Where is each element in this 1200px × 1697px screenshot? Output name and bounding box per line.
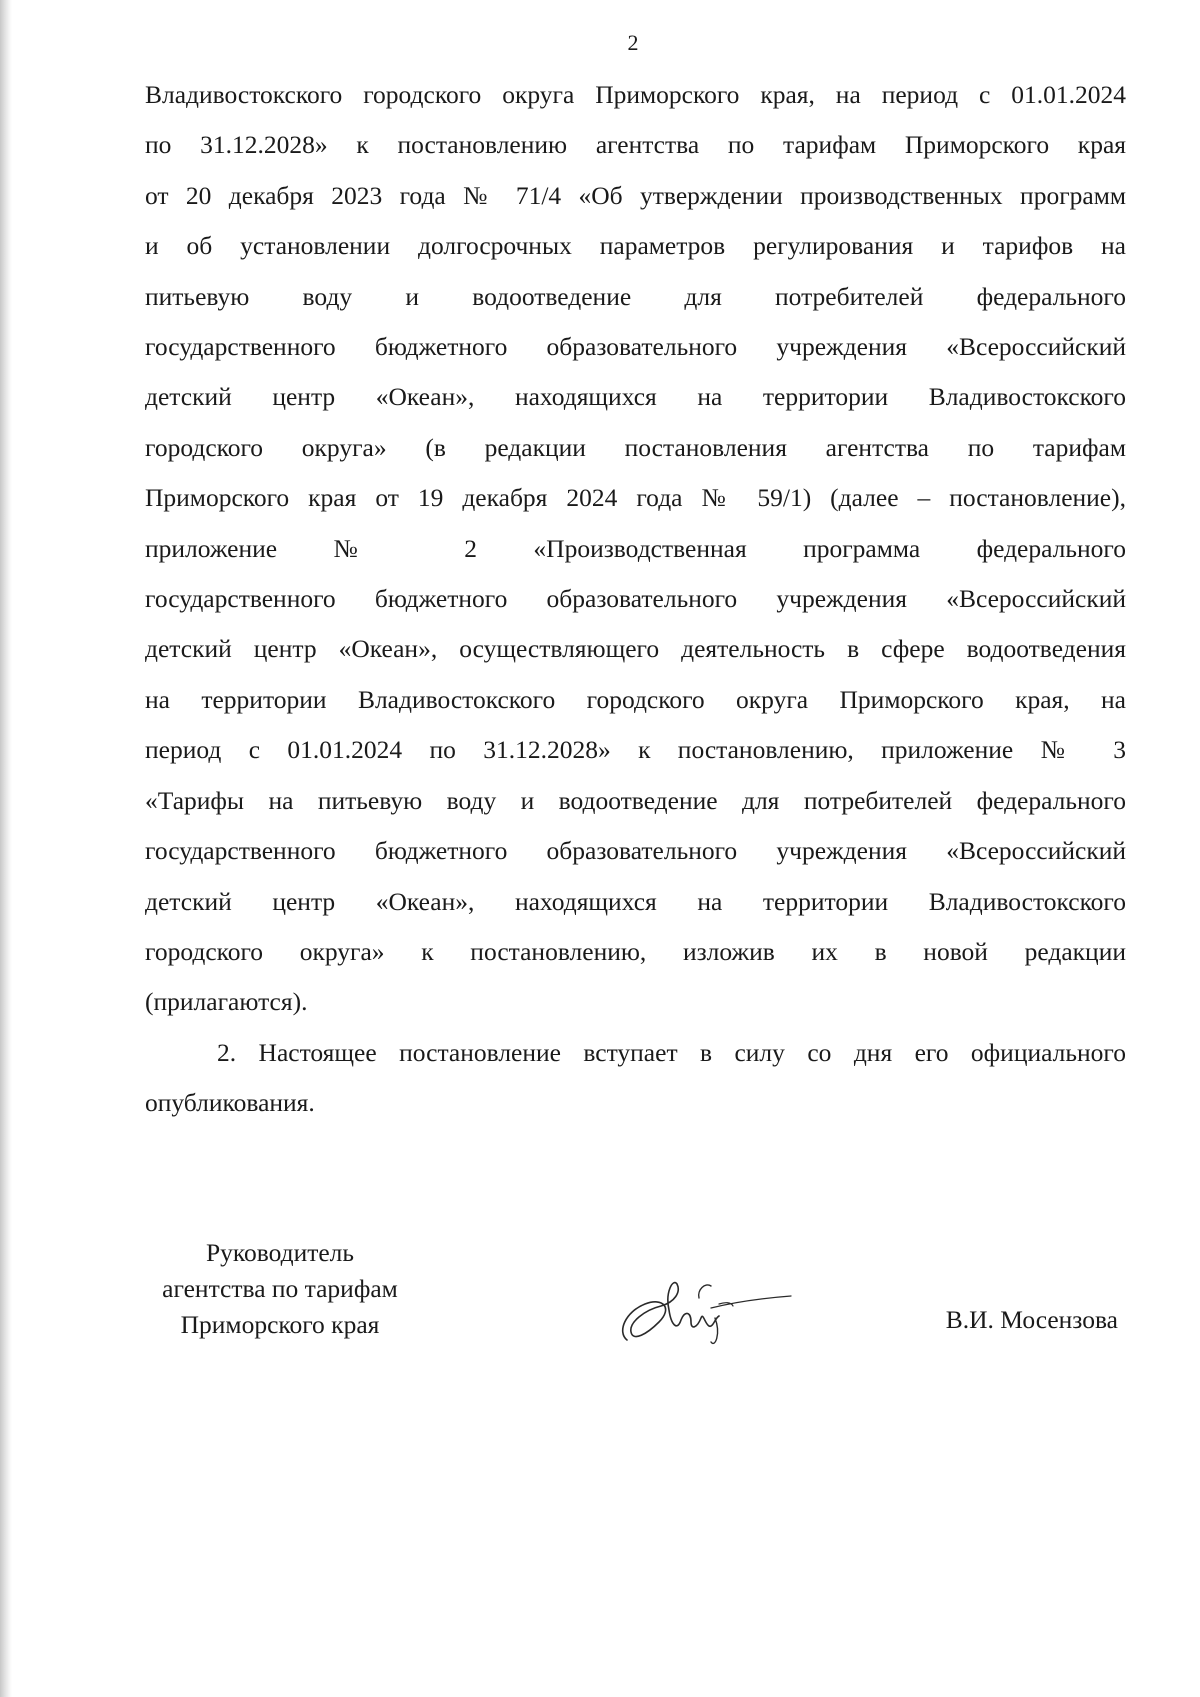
text-line: период с 01.01.2024 по 31.12.2028» к постановлению, приложение № 3 [145,735,1126,765]
text-line: детский центр «Океан», находящихся на территории Владивостокского [145,886,1126,916]
position-line: Приморского края [180,1310,380,1339]
text-line: Владивостокского городского округа Приморского края, на период с 01.01.2024 [145,80,1126,109]
text-line: опубликования. [145,1088,315,1118]
signatory-position [130,1235,430,1343]
text-line: 2. Настоящее постановление вступает в силу со дня его официального [217,1037,1126,1067]
text-line: приложение № 2 «Производственная программа федерального [145,533,1126,563]
handwritten-signature [615,1262,795,1362]
text-line: (прилагаются). [145,987,308,1017]
position-line: Руководитель [205,1238,355,1267]
paragraph-2 [145,1028,1126,1129]
text-line: питьевую воду и водоотведение для потребителей федерального [145,281,1126,311]
text-line: городского округа» к постановлению, изложив их в новой редакции [145,936,1126,966]
text-line: и об установлении долгосрочных параметров регулирования и тарифов на [145,231,1126,261]
text-line: на территории Владивостокского городского округа Приморского края, на [145,684,1126,714]
text-line: детский центр «Океан», находящихся на территории Владивостокского [145,382,1126,412]
text-line: от 20 декабря 2023 года № 71/4 «Об утверждении производственных программ [145,180,1126,210]
position-line: агентства по тарифам [162,1274,398,1303]
document-body [145,70,1126,1129]
scan-edge [0,0,12,1697]
text-line: Приморского края от 19 декабря 2024 года № 59/1) (далее – постановление), [145,483,1126,513]
page-number: 2 [627,30,639,55]
text-line: государственного бюджетного образовательного учреждения «Всероссийский [145,584,1126,614]
text-line: детский центр «Океан», осуществляющего деятельность в сфере водоотведения [145,634,1126,664]
paragraph-1 [145,70,1126,1028]
text-line: государственного бюджетного образовательного учреждения «Всероссийский [145,332,1126,362]
signer-name: В.И. Мосензова [945,1305,1118,1334]
text-line: государственного бюджетного образовательного учреждения «Всероссийский [145,836,1126,866]
text-line: по 31.12.2028» к постановлению агентства по тарифам Приморского края [145,130,1126,160]
text-line: городского округа» (в редакции постановления агентства по тарифам [145,432,1126,462]
text-line: «Тарифы на питьевую воду и водоотведение для потребителей федерального [145,785,1126,815]
